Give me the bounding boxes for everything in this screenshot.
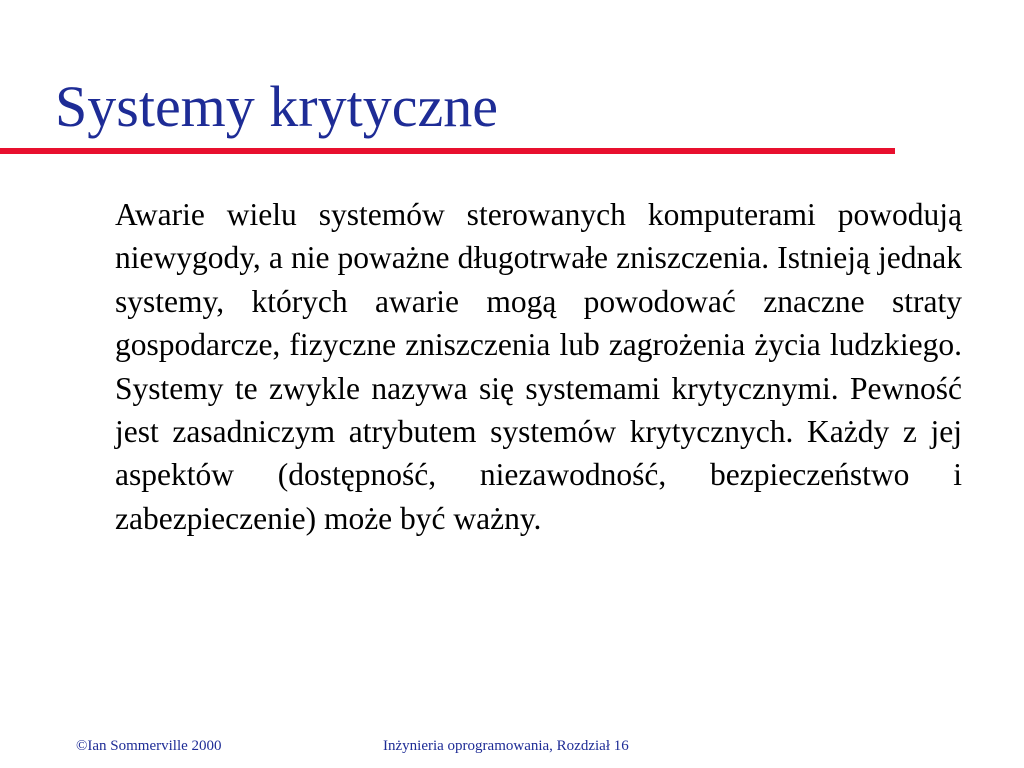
title-divider: [0, 148, 895, 154]
footer-copyright: ©Ian Sommerville 2000: [76, 738, 222, 754]
slide-title: Systemy krytyczne: [55, 74, 498, 139]
footer-course-title: Inżynieria oprogramowania, Rozdział 16: [383, 738, 629, 754]
slide-body-text: Awarie wielu systemów sterowanych komputerami powodują niewygody, a nie poważne długotrwałe zniszczenia. Istnieją jednak systemy, których awarie mogą powodować znaczne straty gospodarcze, fizyczne zniszczenia lub zagrożenia życia ludzkiego. Systemy te zwykle nazywa się systemami krytycznymi. Pewność jest zasadniczym atrybutem systemów krytycznych. Każdy z jej aspektów (dostępność, niezawodność, bezpieczeństwo i zabezpieczenie) może być ważny.: [115, 197, 962, 536]
